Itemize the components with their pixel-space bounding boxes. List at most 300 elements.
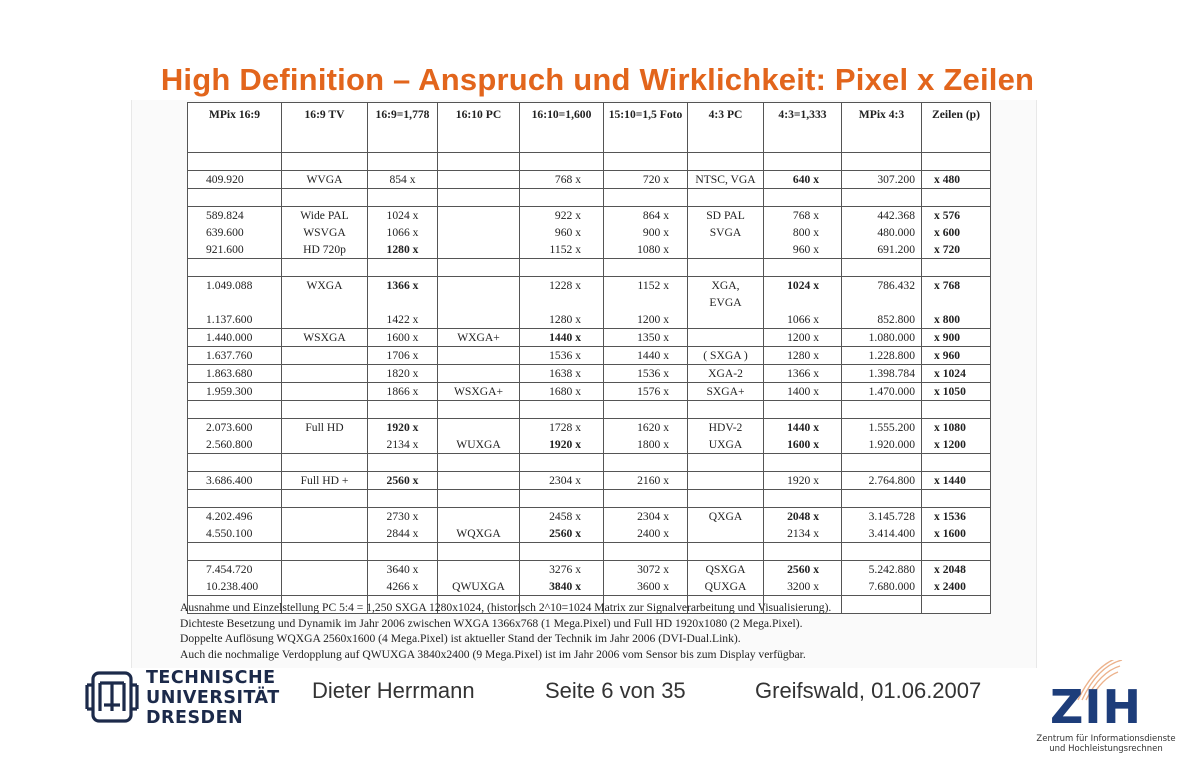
table-cell: 10.238.400	[188, 578, 282, 596]
table-cell	[688, 311, 764, 329]
table-cell: WSXGA	[282, 329, 368, 347]
table-cell: x 900	[922, 329, 991, 347]
table-row	[188, 224, 991, 241]
table-cell	[282, 454, 368, 472]
table-cell	[764, 454, 842, 472]
table-cell: HDV-2	[688, 419, 764, 437]
table-row	[188, 365, 991, 383]
table-cell	[282, 508, 368, 526]
table-cell: HD 720p	[282, 241, 368, 259]
table-cell: 1.555.200	[842, 419, 922, 437]
table-spacer-row	[188, 490, 991, 508]
table-cell	[282, 153, 368, 171]
table-cell	[688, 454, 764, 472]
table-cell: XGA-2	[688, 365, 764, 383]
table-cell: 1600 x	[368, 329, 438, 347]
table-cell: 922 x	[520, 207, 604, 225]
table-cell	[688, 490, 764, 508]
table-cell	[922, 259, 991, 277]
table-cell	[604, 454, 688, 472]
table-cell	[438, 259, 520, 277]
table-cell	[688, 401, 764, 419]
table-cell: 639.600	[188, 224, 282, 241]
column-header: MPix 4:3	[842, 103, 922, 153]
table-cell: 2.073.600	[188, 419, 282, 437]
table-cell: 1400 x	[764, 383, 842, 401]
table-row	[188, 419, 991, 437]
table-cell	[520, 401, 604, 419]
table-cell: Full HD +	[282, 472, 368, 490]
table-cell: 1536 x	[604, 365, 688, 383]
table-cell: 3200 x	[764, 578, 842, 596]
table-cell	[282, 578, 368, 596]
table-cell	[842, 259, 922, 277]
table-cell: 1440 x	[604, 347, 688, 365]
note-line: Doppelte Auflösung WQXGA 2560x1600 (4 Mega.Pixel) ist aktueller Stand der Technik im Jahr 2006 (DVI-Dual.Link).	[180, 632, 741, 645]
table-cell: WUXGA	[438, 436, 520, 454]
table-cell: 7.454.720	[188, 561, 282, 579]
table-cell: 1366 x	[368, 277, 438, 295]
table-cell	[188, 401, 282, 419]
column-header: 16:10 PC	[438, 103, 520, 153]
table-cell	[368, 189, 438, 207]
table-cell	[438, 347, 520, 365]
table-cell	[922, 401, 991, 419]
column-header: 4:3 PC	[688, 103, 764, 153]
notes-block	[180, 600, 831, 662]
table-spacer-row	[188, 401, 991, 419]
table-cell	[188, 454, 282, 472]
table-cell: 3.145.728	[842, 508, 922, 526]
table-cell: 864 x	[604, 207, 688, 225]
table-cell	[282, 543, 368, 561]
table-cell	[188, 189, 282, 207]
table-cell: 2560 x	[520, 525, 604, 543]
table-cell: 1200 x	[604, 311, 688, 329]
table-spacer-row	[188, 454, 991, 472]
tu-logo-line: UNIVERSITÄT	[146, 688, 280, 708]
table-cell: 1680 x	[520, 383, 604, 401]
table-cell: 2160 x	[604, 472, 688, 490]
table-cell: WSXGA+	[438, 383, 520, 401]
tu-dresden-emblem-icon	[84, 669, 140, 725]
table-cell	[520, 543, 604, 561]
table-cell: 1.637.760	[188, 347, 282, 365]
table-cell: x 1440	[922, 472, 991, 490]
table-cell: 2458 x	[520, 508, 604, 526]
table-cell	[438, 171, 520, 189]
table-cell: 1536 x	[520, 347, 604, 365]
table-cell: WXGA	[282, 277, 368, 295]
table-cell: x 1080	[922, 419, 991, 437]
table-cell: QUXGA	[688, 578, 764, 596]
table-cell: 1638 x	[520, 365, 604, 383]
table-cell	[688, 241, 764, 259]
table-cell: 3072 x	[604, 561, 688, 579]
table-row	[188, 277, 991, 295]
table-cell: 1152 x	[520, 241, 604, 259]
table-cell: 1.137.600	[188, 311, 282, 329]
table-cell	[842, 596, 922, 614]
table-cell: 4.550.100	[188, 525, 282, 543]
table-cell: 589.824	[188, 207, 282, 225]
table-cell	[922, 294, 991, 311]
table-cell	[438, 401, 520, 419]
zih-logo	[1020, 660, 1188, 760]
zih-subtitle-line: Zentrum für Informationsdienste	[1036, 734, 1176, 744]
footer-place-date: Greifswald, 01.06.2007	[755, 678, 982, 703]
table-cell: 640 x	[764, 171, 842, 189]
table-cell: 2730 x	[368, 508, 438, 526]
table-cell: 1800 x	[604, 436, 688, 454]
table-cell	[764, 294, 842, 311]
table-cell: 1440 x	[520, 329, 604, 347]
table-cell: 768 x	[520, 171, 604, 189]
table-cell: 4.202.496	[188, 508, 282, 526]
table-cell	[438, 365, 520, 383]
table-cell	[438, 508, 520, 526]
table-cell	[438, 454, 520, 472]
table-cell: 3840 x	[520, 578, 604, 596]
table-cell: 1440 x	[764, 419, 842, 437]
table-cell: 5.242.880	[842, 561, 922, 579]
table-cell	[842, 401, 922, 419]
table-cell: x 800	[922, 311, 991, 329]
table-cell	[922, 189, 991, 207]
table-cell: 1350 x	[604, 329, 688, 347]
table-cell	[842, 490, 922, 508]
table-cell: x 1600	[922, 525, 991, 543]
table-cell: 1228 x	[520, 277, 604, 295]
table-spacer-row	[188, 189, 991, 207]
table-header-row	[188, 103, 991, 153]
table-cell: x 768	[922, 277, 991, 295]
table-cell: 2400 x	[604, 525, 688, 543]
table-cell	[438, 153, 520, 171]
table-cell	[520, 153, 604, 171]
table-cell: SXGA+	[688, 383, 764, 401]
table-cell: 2560 x	[764, 561, 842, 579]
table-cell: 1366 x	[764, 365, 842, 383]
table-cell: 1024 x	[764, 277, 842, 295]
table-cell: 3600 x	[604, 578, 688, 596]
table-cell	[764, 401, 842, 419]
table-cell: 2.764.800	[842, 472, 922, 490]
table-row	[188, 207, 991, 225]
table-cell: 1.080.000	[842, 329, 922, 347]
table-cell	[922, 596, 991, 614]
table-cell: 720 x	[604, 171, 688, 189]
table-cell: 2048 x	[764, 508, 842, 526]
table-cell: 1066 x	[368, 224, 438, 241]
table-cell	[188, 259, 282, 277]
table-cell	[604, 543, 688, 561]
table-cell: 480.000	[842, 224, 922, 241]
table-cell: 1920 x	[764, 472, 842, 490]
table-cell: 1728 x	[520, 419, 604, 437]
table-cell	[842, 294, 922, 311]
table-cell	[282, 401, 368, 419]
footer-author: Dieter Herrmann	[312, 678, 475, 703]
table-cell	[604, 490, 688, 508]
table-cell: x 1536	[922, 508, 991, 526]
table-cell: ( SXGA )	[688, 347, 764, 365]
table-cell	[188, 153, 282, 171]
table-cell: 1.959.300	[188, 383, 282, 401]
table-row	[188, 578, 991, 596]
table-cell	[282, 436, 368, 454]
table-row	[188, 472, 991, 490]
table-cell	[188, 490, 282, 508]
table-row	[188, 508, 991, 526]
table-cell	[688, 329, 764, 347]
table-row	[188, 561, 991, 579]
table-cell	[438, 311, 520, 329]
table-cell	[282, 525, 368, 543]
zih-subtitle-line: und Hochleistungsrechnen	[1049, 744, 1163, 754]
table-cell: 1.470.000	[842, 383, 922, 401]
table-cell: 1.228.800	[842, 347, 922, 365]
table-cell	[922, 490, 991, 508]
table-cell	[368, 294, 438, 311]
table-cell	[438, 189, 520, 207]
table-cell: 854 x	[368, 171, 438, 189]
table-cell: 1152 x	[604, 277, 688, 295]
table-cell: Wide PAL	[282, 207, 368, 225]
table-cell	[438, 294, 520, 311]
table-cell: 921.600	[188, 241, 282, 259]
table-cell: 3.686.400	[188, 472, 282, 490]
table-cell	[282, 561, 368, 579]
table-cell	[764, 490, 842, 508]
zih-logo-text: ZIH	[1050, 680, 1142, 734]
table-cell	[282, 311, 368, 329]
table-cell	[188, 543, 282, 561]
table-row	[188, 294, 991, 311]
table-cell	[922, 543, 991, 561]
table-cell	[368, 490, 438, 508]
table-cell: EVGA	[688, 294, 764, 311]
table-cell: SVGA	[688, 224, 764, 241]
table-cell: x 720	[922, 241, 991, 259]
table-cell: 2304 x	[604, 508, 688, 526]
table-cell	[368, 259, 438, 277]
tu-logo-line: TECHNISCHE	[146, 668, 276, 688]
table-cell	[688, 153, 764, 171]
table-cell: 1200 x	[764, 329, 842, 347]
note-line: Dichteste Besetzung und Dynamik im Jahr 2006 zwischen WXGA 1366x768 (1 Mega.Pixel) und Full HD 1920x1080 (2 Mega.Pixel).	[180, 616, 803, 630]
note-line: Ausnahme und Einzelstellung PC 5:4 = 1,250 SXGA 1280x1024, (historisch 2^10=1024 Matrix zur Signalverarbeitung und Visualisierung).	[180, 601, 832, 614]
column-header: 16:9 TV	[282, 103, 368, 153]
table-cell	[438, 561, 520, 579]
table-cell	[368, 153, 438, 171]
table-cell: QSXGA	[688, 561, 764, 579]
table-cell	[688, 259, 764, 277]
table-cell: x 1200	[922, 436, 991, 454]
table-cell: 1.920.000	[842, 436, 922, 454]
table-cell	[438, 419, 520, 437]
table-cell: x 480	[922, 171, 991, 189]
table-cell: 2560 x	[368, 472, 438, 490]
table-cell: 2304 x	[520, 472, 604, 490]
table-cell	[604, 401, 688, 419]
table-cell: WXGA+	[438, 329, 520, 347]
table-cell: 1706 x	[368, 347, 438, 365]
table-cell	[438, 241, 520, 259]
table-cell: 3640 x	[368, 561, 438, 579]
table-cell	[438, 277, 520, 295]
table-cell: 786.432	[842, 277, 922, 295]
table-cell: 1280 x	[520, 311, 604, 329]
table-row	[188, 171, 991, 189]
table-cell: SD PAL	[688, 207, 764, 225]
table-cell	[368, 454, 438, 472]
table-cell: 1.863.680	[188, 365, 282, 383]
table-cell	[604, 259, 688, 277]
table-cell	[688, 472, 764, 490]
table-cell: 1620 x	[604, 419, 688, 437]
table-cell	[922, 153, 991, 171]
table-cell	[764, 259, 842, 277]
footer-page-number: Seite 6 von 35	[545, 678, 686, 703]
table-cell: 3.414.400	[842, 525, 922, 543]
table-cell: QWUXGA	[438, 578, 520, 596]
column-header: 4:3=1,333	[764, 103, 842, 153]
table-cell: WVGA	[282, 171, 368, 189]
table-cell	[282, 383, 368, 401]
table-cell: WQXGA	[438, 525, 520, 543]
table-cell	[438, 472, 520, 490]
table-spacer-row	[188, 153, 991, 171]
table-cell	[282, 189, 368, 207]
table-cell	[282, 347, 368, 365]
table-cell: 1600 x	[764, 436, 842, 454]
table-cell	[438, 490, 520, 508]
table-cell	[520, 189, 604, 207]
note-line: Auch die nochmalige Verdopplung auf QWUXGA 3840x2400 (9 Mega.Pixel) ist im Jahr 2006 vom Sensor bis zum Display verfügbar.	[180, 647, 806, 661]
table-cell	[604, 153, 688, 171]
column-header: 16:10=1,600	[520, 103, 604, 153]
table-cell: 2134 x	[368, 436, 438, 454]
table-cell: 1920 x	[520, 436, 604, 454]
table-cell	[282, 294, 368, 311]
table-cell	[438, 207, 520, 225]
table-cell	[438, 224, 520, 241]
table-cell	[688, 189, 764, 207]
table-cell	[842, 153, 922, 171]
table-cell	[520, 259, 604, 277]
table-cell	[520, 454, 604, 472]
table-body	[188, 153, 991, 614]
table-row	[188, 311, 991, 329]
resolution-table	[187, 102, 991, 614]
column-header: 16:9=1,778	[368, 103, 438, 153]
table-cell: 1576 x	[604, 383, 688, 401]
table-cell: 4266 x	[368, 578, 438, 596]
table-row	[188, 241, 991, 259]
table-cell: x 1050	[922, 383, 991, 401]
table-cell	[922, 454, 991, 472]
tu-dresden-logo	[84, 668, 280, 728]
table-cell	[842, 454, 922, 472]
table-cell	[188, 294, 282, 311]
table-cell: 1024 x	[368, 207, 438, 225]
table-cell	[282, 365, 368, 383]
table-cell	[282, 259, 368, 277]
table-cell: 768 x	[764, 207, 842, 225]
table-cell: 1.398.784	[842, 365, 922, 383]
table-cell: 900 x	[604, 224, 688, 241]
table-cell: 1.049.088	[188, 277, 282, 295]
table-cell	[520, 490, 604, 508]
table-cell	[764, 153, 842, 171]
table-cell: QXGA	[688, 508, 764, 526]
table-cell: 1066 x	[764, 311, 842, 329]
table-cell	[604, 189, 688, 207]
table-cell: x 2048	[922, 561, 991, 579]
table-row	[188, 436, 991, 454]
table-cell: 2134 x	[764, 525, 842, 543]
table-cell: 1920 x	[368, 419, 438, 437]
table-cell: 7.680.000	[842, 578, 922, 596]
table-cell	[764, 543, 842, 561]
table-cell	[368, 401, 438, 419]
table-cell	[764, 189, 842, 207]
table-spacer-row	[188, 259, 991, 277]
table-cell: 1080 x	[604, 241, 688, 259]
tu-logo-line: DRESDEN	[146, 708, 244, 728]
table-cell	[520, 294, 604, 311]
table-cell: 2.560.800	[188, 436, 282, 454]
column-header: 15:10=1,5 Foto	[604, 103, 688, 153]
table-cell: UXGA	[688, 436, 764, 454]
table-cell: 442.368	[842, 207, 922, 225]
table-cell	[368, 543, 438, 561]
table-cell: 307.200	[842, 171, 922, 189]
table-cell: 1.440.000	[188, 329, 282, 347]
table-cell: 409.920	[188, 171, 282, 189]
table-cell: x 576	[922, 207, 991, 225]
table-cell	[604, 294, 688, 311]
column-header: Zeilen (p)	[922, 103, 991, 153]
table-cell: NTSC, VGA	[688, 171, 764, 189]
table-row	[188, 383, 991, 401]
table-cell	[688, 543, 764, 561]
table-cell	[688, 525, 764, 543]
table-cell: 852.800	[842, 311, 922, 329]
table-row	[188, 525, 991, 543]
table-cell	[842, 543, 922, 561]
table-cell: 1820 x	[368, 365, 438, 383]
table-row	[188, 329, 991, 347]
table-cell: 2844 x	[368, 525, 438, 543]
table-cell	[438, 543, 520, 561]
table-cell: 1422 x	[368, 311, 438, 329]
slide-title: High Definition – Anspruch und Wirklichkeit: Pixel x Zeilen	[160, 62, 1035, 97]
table-cell: 691.200	[842, 241, 922, 259]
table-cell: x 1024	[922, 365, 991, 383]
table-cell	[282, 490, 368, 508]
table-row	[188, 347, 991, 365]
table-cell: 1866 x	[368, 383, 438, 401]
table-cell: x 960	[922, 347, 991, 365]
table-cell: 960 x	[520, 224, 604, 241]
table-cell: x 2400	[922, 578, 991, 596]
table-cell: 1280 x	[368, 241, 438, 259]
table-cell: x 600	[922, 224, 991, 241]
table-cell: 800 x	[764, 224, 842, 241]
table-cell	[842, 189, 922, 207]
